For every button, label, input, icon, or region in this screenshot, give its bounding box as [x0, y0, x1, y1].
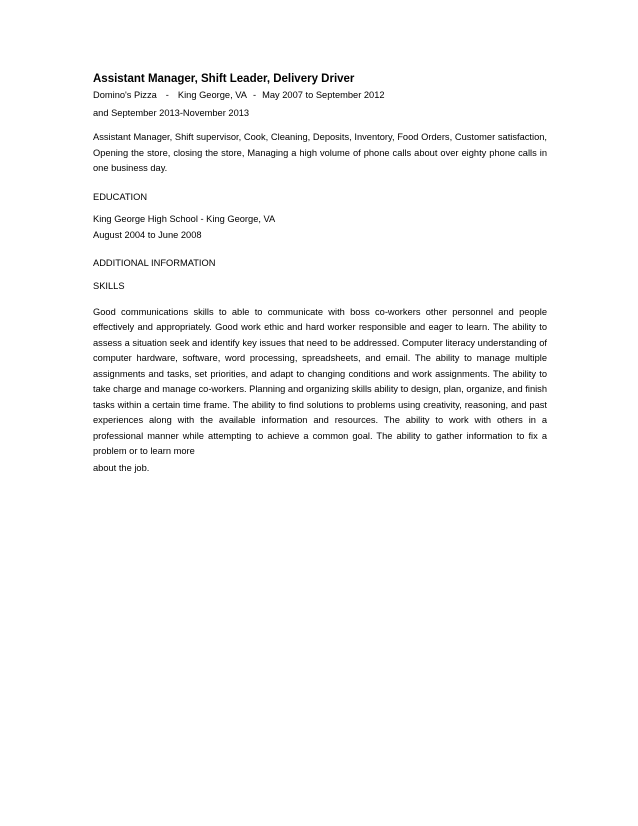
- job-description: Assistant Manager, Shift supervisor, Cook, Cleaning, Deposits, Inventory, Food Orders, Customer satisfaction, Opening the store, closing the store, Managing a high volume of phone calls about over eighty phone calls in one business day.: [93, 132, 547, 173]
- education-heading: EDUCATION: [93, 191, 148, 202]
- job-location: King George, VA: [177, 90, 247, 100]
- skills-paragraph-tail: about the job.: [93, 462, 150, 473]
- job-separator-1: -: [165, 90, 169, 100]
- job-title: Assistant Manager, Shift Leader, Delivery Driver: [93, 73, 355, 85]
- resume-page: [93, 72, 547, 475]
- skills-heading: SKILLS: [93, 280, 125, 291]
- job-dates-2: and September 2013-November 2013: [93, 108, 250, 118]
- job-dates-1: May 2007 to September 2012: [262, 90, 385, 100]
- job-company: Domino's Pizza: [93, 90, 157, 100]
- job-meta-line: [93, 89, 547, 102]
- education-dates: August 2004 to June 2008: [93, 229, 202, 240]
- job-separator-2: -: [252, 90, 257, 100]
- education-school: King George High School - King George, VA: [93, 213, 276, 224]
- additional-info-heading: ADDITIONAL INFORMATION: [93, 257, 216, 268]
- skills-paragraph: Good communications skills to able to communicate with boss co-workers other personnel and people effectively and appropriately. Good work ethic and hard worker responsible and eager to learn. The ability to assess a situation seek and identify key issues that need to be addressed. Computer literacy understanding of computer hardware, software, word processing, spreadsheets, and email. The ability to manage multiple assignments and tasks, set priorities, and adapt to changing conditions and work assignments. The ability to take charge and manage co-workers. Planning and organizing skills ability to design, plan, organize, and finish tasks within a certain time frame. The ability to find solutions to problems using creativity, reasoning, and past experiences along with the available information and resources. The ability to work with others in a professional manner while attempting to achieve a common goal. The ability to gather information to fix a problem or to learn more: [93, 306, 547, 456]
